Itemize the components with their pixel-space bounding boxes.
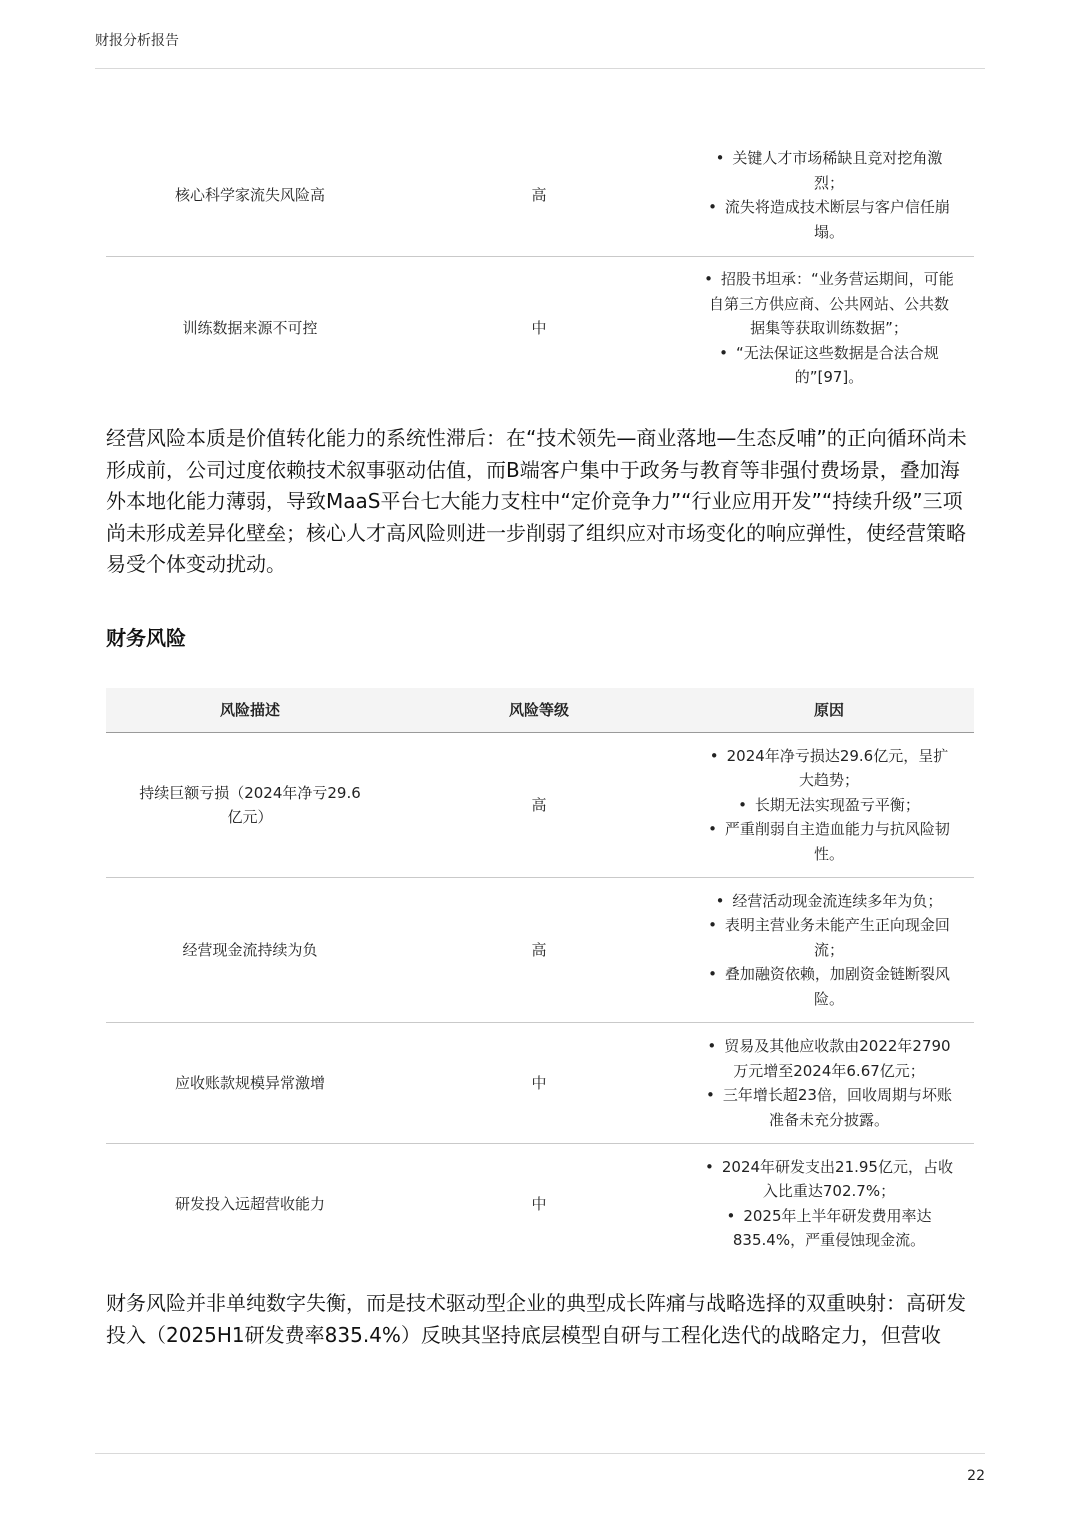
- financial-risk-table: [106, 688, 974, 1264]
- reason-item: 表明主营业务未能产生正向现金回流；: [724, 916, 950, 959]
- risk-level: 中: [531, 1194, 547, 1213]
- reason-item: 经营活动现金流连续多年为负；: [732, 891, 943, 910]
- risk-description: 应收账款规模异常激增: [106, 1023, 394, 1144]
- table-row: [106, 256, 974, 400]
- risk-level: 中: [394, 1023, 684, 1144]
- reason-item: 流失将造成技术断层与客户信任崩塌。: [724, 198, 950, 241]
- reason-item: 贸易及其他应收款由2022年2790万元增至2024年6.67亿元；: [724, 1037, 951, 1080]
- risk-description: 核心科学家流失风险高: [106, 135, 394, 256]
- reason-item: 关键人才市场稀缺且竞对挖角激烈；: [732, 149, 943, 192]
- page-number: 22: [967, 1468, 985, 1484]
- table-row: [106, 1144, 974, 1264]
- footer-divider: [95, 1453, 985, 1454]
- risk-description: 训练数据来源不可控: [182, 319, 318, 337]
- risk-description: 经营现金流持续为负: [106, 878, 394, 1023]
- operational-risk-summary: 经营风险本质是价值转化能力的系统性滞后：在“技术领先—商业落地—生态反哺”的正向循环尚未形成前，公司过度依赖技术叙事驱动估值，而B端客户集中于政务与教育等非强付费场景，叠加海外本地化能力薄弱，导致MaaS平台七大能力支柱中“定价竞争力”“行业应用开发”“持续升级”三项尚未形成差异化壁垒；核心人才高风险则进一步削弱了组织应对市场变化的响应弹性，使经营策略易受个体变动扰动。: [106, 426, 967, 576]
- risk-level: 高: [394, 135, 684, 256]
- column-header-level: 风险等级: [394, 688, 684, 733]
- financial-risk-summary: 财务风险并非单纯数字失衡，而是技术驱动型企业的典型成长阵痛与战略选择的双重映射：高研发投入（2025H1研发费率835.4%）反映其坚持底层模型自研与工程化迭代的战略定力，但营收: [106, 1291, 966, 1347]
- reason-item: 招股书坦承：“业务营运期间，可能自第三方供应商、公共网站、公共数据集等获取训练数据”；: [708, 270, 954, 337]
- reason-item: 三年增长超23倍，回收周期与坏账准备未充分披露。: [722, 1086, 952, 1129]
- risk-description: 研发投入远超营收能力: [174, 1194, 325, 1213]
- section-title: 财务风险: [106, 626, 186, 650]
- report-header-title: 财报分析报告: [95, 33, 179, 49]
- reason-item: 叠加融资依赖，加剧资金链断裂风险。: [724, 965, 950, 1008]
- risk-reasons: • 招股书坦承：“业务营运期间，可能自第三方供应商、公共网站、公共数据集等获取训练数据”； • “无法保证这些数据是合法合规的”[97]。: [704, 270, 954, 386]
- risk-description: 持续巨额亏损（2024年净亏29.6亿元）: [106, 733, 394, 878]
- table-row: [106, 135, 974, 256]
- reason-item: 长期无法实现盈亏平衡；: [754, 795, 920, 814]
- risk-reasons: • 2024年研发支出21.95亿元，占收入比重达702.7%； • 2025年上半年研发费用率达835.4%，严重侵蚀现金流。: [705, 1157, 953, 1250]
- risk-level: 中: [531, 319, 547, 337]
- column-header-description: 风险描述: [106, 688, 394, 733]
- risk-reasons: • 经营活动现金流连续多年为负； • 表明主营业务未能产生正向现金回流； • 叠加融资依赖，加剧资金链断裂风险。: [684, 878, 974, 1023]
- risk-reasons: • 2024年净亏损达29.6亿元，呈扩大趋势； • 长期无法实现盈亏平衡； • 严重削弱自主造血能力与抗风险韧性。: [684, 733, 974, 878]
- risk-level: 高: [394, 733, 684, 878]
- reason-item: 严重削弱自主造血能力与抗风险韧性。: [724, 820, 950, 863]
- reason-item: 2024年净亏损达29.6亿元，呈扩大趋势；: [726, 746, 949, 790]
- operational-risk-table: [106, 135, 974, 400]
- column-header-reason: 原因: [684, 688, 974, 733]
- table-row: [106, 1023, 974, 1144]
- risk-level: 高: [394, 878, 684, 1023]
- reason-item: 2025年上半年研发费用率达835.4%，严重侵蚀现金流。: [732, 1206, 932, 1250]
- risk-reasons: • 贸易及其他应收款由2022年2790万元增至2024年6.67亿元； • 三年增长超23倍，回收周期与坏账准备未充分披露。: [684, 1023, 974, 1144]
- table-header-row: [106, 688, 974, 733]
- table-row: [106, 878, 974, 1023]
- reason-item: “无法保证这些数据是合法合规的”[97]。: [736, 343, 939, 386]
- risk-reasons: • 关键人才市场稀缺且竞对挖角激烈； • 流失将造成技术断层与客户信任崩塌。: [684, 135, 974, 256]
- table-row: [106, 733, 974, 878]
- reason-item: 2024年研发支出21.95亿元，占收入比重达702.7%；: [721, 1157, 953, 1201]
- header-divider: [95, 68, 985, 69]
